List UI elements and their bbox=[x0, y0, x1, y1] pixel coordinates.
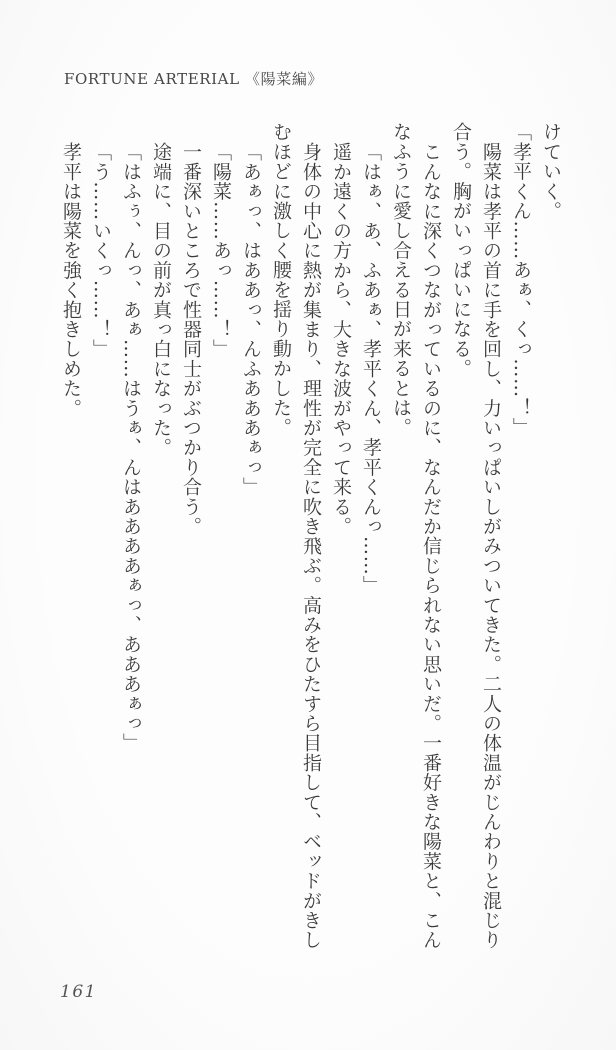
text-line: 「孝平くん……あぁ、くっ……！」 bbox=[510, 122, 532, 438]
text-line: 遥か遠くの方から、大きな波がやって来る。 bbox=[330, 141, 352, 536]
text-line: 「はふぅ、んっ、あぁ……はうぁ、んはああああぁっ、あああぁっ」 bbox=[120, 141, 142, 753]
text-line: むほどに激しく腰を揺り動かした。 bbox=[270, 122, 292, 438]
text-line: 「あぁっ、はああっ、んふあああぁっ」 bbox=[240, 141, 262, 497]
text-line: 一番深いところで性器同士がぶつかり合う。 bbox=[180, 141, 202, 536]
text-line: 途端に、目の前が真っ白になった。 bbox=[150, 141, 172, 457]
page-number: 161 bbox=[60, 982, 97, 1002]
text-line: こんなに深くつながっているのに、なんだか信じられない思いだ。一番好きな陽菜と、こん bbox=[420, 141, 442, 950]
text-line: 合う。胸がいっぱいになる。 bbox=[450, 122, 472, 379]
text-line: 「はぁ、あ、ふあぁ、孝平くん、孝平くんっ……」 bbox=[360, 141, 382, 595]
text-line: けていく。 bbox=[540, 122, 562, 221]
running-header: FORTUNE ARTERIAL 《陽菜編》 bbox=[64, 70, 324, 88]
text-line: 「陽菜……あっ……！」 bbox=[210, 141, 232, 359]
text-line: 陽菜は孝平の首に手を回し、力いっぱいしがみついてきた。二人の体温がじんわりと混じり bbox=[480, 141, 502, 950]
text-line: 身体の中心に熱が集まり、理性が完全に吹き飛ぶ。高みをひたすら目指して、ベッドがきし bbox=[300, 141, 322, 950]
text-line: 「う……いくっ……！」 bbox=[90, 141, 112, 359]
text-line: 孝平は陽菜を強く抱きしめた。 bbox=[60, 141, 82, 418]
body-text bbox=[56, 122, 566, 948]
text-line: なふうに愛し合える日が来るとは。 bbox=[390, 122, 412, 438]
